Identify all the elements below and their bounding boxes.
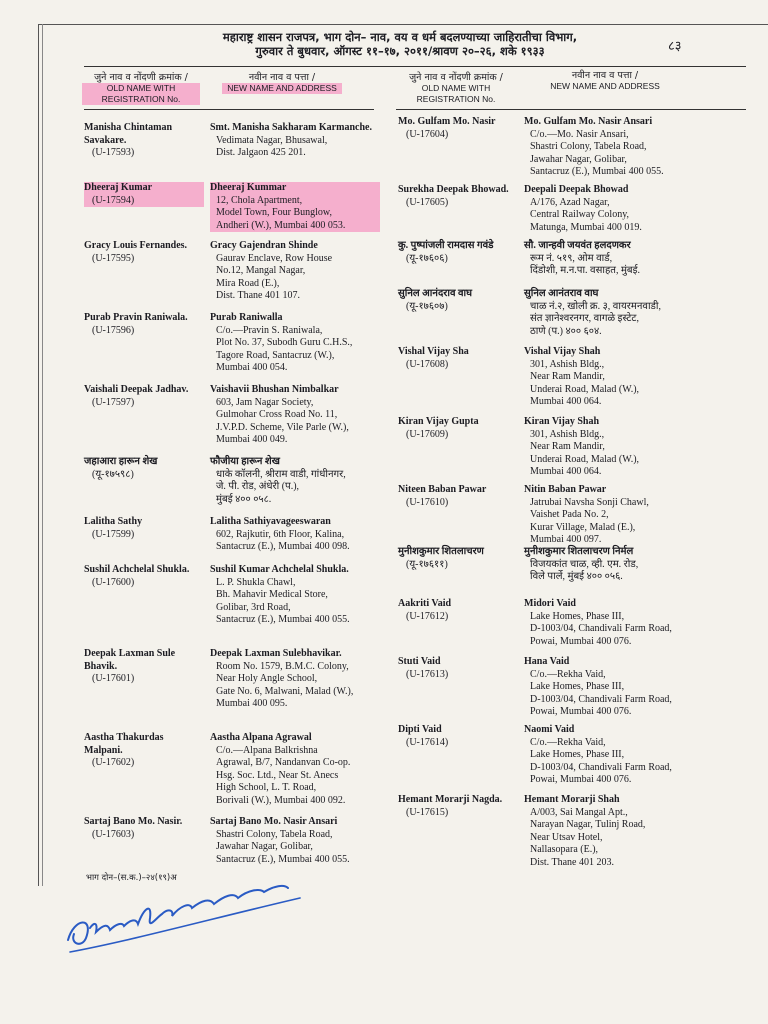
old-name-entry [84,240,204,265]
new-name: Kiran Vijay Shah [524,416,600,427]
address-line: Mumbai 400 064. [530,396,602,408]
registration-number: (यू-१७५९८) [92,468,134,480]
new-name-entry [210,732,380,808]
address-line: Lake Homes, Phase III, [530,681,625,693]
old-name-entry [84,648,204,686]
address-line: Kurar Village, Malad (E.), [530,521,636,533]
old-name: Gracy Louis Fernandes. [84,240,188,251]
old-name-entry [398,116,518,141]
address-line: Mumbai 400 054. [216,362,288,374]
new-name: Deepak Laxman Sulebhavikar. [210,648,342,659]
new-name-entry [210,456,380,506]
old-name: Manisha Chintaman Savakare. [84,122,173,146]
address-line: Dist. Thane 401 203. [530,856,614,868]
old-name-entry [398,240,518,265]
old-name: कु. पुष्पांजली रामदास गवंडे [398,240,494,251]
address-line: Gulmohar Cross Road No. 11, [216,409,338,421]
new-name-entry [524,656,704,719]
address-line: Near Holy Angle School, [216,673,318,685]
address-line: Mumbai 400 097. [530,534,602,546]
registration-number: (U-17612) [406,610,449,622]
address-line: Model Town, Four Bunglow, [210,207,380,220]
old-name-entry [398,484,518,509]
new-name-entry [524,184,704,234]
old-name: Dipti Vaid [398,724,442,735]
new-name-entry [524,288,704,338]
new-name-entry [524,794,704,870]
address-line: Jatrubai Navsha Sonji Chawl, [530,496,649,508]
registration-number: (U-17597) [92,396,135,408]
address-line: Central Railway Colony, [530,209,630,221]
new-name: Vaishavii Bhushan Nimbalkar [210,384,339,395]
address-line: Borivali (W.), Mumbai 400 092. [216,794,346,806]
old-name: सुनिल आनंदराव वाघ [398,288,473,299]
address-line: D-1003/04, Chandivali Farm Road, [530,623,672,635]
address-line: D-1003/04, Chandivali Farm Road, [530,693,672,705]
new-name: Mo. Gulfam Mo. Nasir Ansari [524,116,653,127]
address-line: Agrawal, B/7, Nandanvan Co-op. [216,757,351,769]
address-line: C/o.—Pravin S. Raniwala, [216,324,323,336]
address-line: Plot No. 37, Subodh Guru C.H.S., [216,337,353,349]
new-name: Nitin Baban Pawar [524,484,607,495]
address-line: Jawahar Nagar, Golibar, [216,841,313,853]
address-line: Hsg. Soc. Ltd., Near St. Anecs [216,769,339,781]
address-line: संत ज्ञानेश्वरनगर, वागळे इस्टेट, [530,313,639,325]
address-line: C/o.—Mo. Nasir Ansari, [530,128,629,140]
address-line: Santacruz (E.), Mumbai 400 055. [530,166,664,178]
new-name: Sartaj Bano Mo. Nasir Ansari [210,816,338,827]
old-name-entry [84,456,204,481]
old-name-entry [398,598,518,623]
old-name-entry [84,122,204,160]
new-name-entry [524,546,704,584]
old-name-entry [84,732,204,770]
old-name-entry [398,184,518,209]
registration-number: (U-17594) [84,195,204,208]
registration-number: (U-17596) [92,324,135,336]
old-name: Aakriti Vaid [398,598,452,609]
address-line: C/o.—Rekha Vaid, [530,668,606,680]
col-head-old-en: OLD NAME WITH REGISTRATION No. [82,83,200,105]
registration-number: (U-17605) [406,196,449,208]
address-line: A/003, Sai Mangal Apt., [530,806,628,818]
old-name: Deepak Laxman Sule Bhavik. [84,648,176,672]
address-line: Bh. Mahavir Medical Store, [216,589,328,601]
address-line: Mumbai 400 064. [530,466,602,478]
registration-number: (U-17613) [406,668,449,680]
address-line: L. P. Shukla Chawl, [216,576,296,588]
new-name-entry [210,564,380,627]
address-line: Lake Homes, Phase III, [530,749,625,761]
address-line: Matunga, Mumbai 400 019. [530,221,642,233]
registration-number: (U-17595) [92,252,135,264]
old-name-entry [84,516,204,541]
address-line: Underai Road, Malad (W.), [530,453,640,465]
registration-number: (U-17615) [406,806,449,818]
address-line: Santacruz (E.), Mumbai 400 055. [216,853,350,865]
address-line: 603, Jam Nagar Society, [216,396,314,408]
new-name-entry [524,116,704,179]
registration-number: (U-17599) [92,528,135,540]
old-name-entry [84,384,204,409]
address-line: Near Ram Mandir, [530,371,605,383]
header-line1: महाराष्ट्र शासन राजपत्र, भाग दोन– नाव, वय व धर्म बदलण्याच्या जाहिरातीचा विभाग, [222,30,578,44]
address-line: Powai, Mumbai 400 076. [530,774,632,786]
new-name: Aastha Alpana Agrawal [210,732,312,743]
address-line: No.12, Mangal Nagar, [216,265,306,277]
new-name: Naomi Vaid [524,724,575,735]
new-name-entry [524,724,704,787]
registration-number: (यू-१७६०६) [406,252,448,264]
address-line: Shastri Colony, Tabela Road, [530,141,647,153]
address-line: दिंडोशी, म.न.पा. वसाहत, मुंबई. [530,265,641,277]
registration-number: (U-17614) [406,736,449,748]
address-line: चाळ नं.२, खोली क्र. ३, वायरमनवाडी, [530,300,661,312]
page-number: ८३ [668,39,682,54]
new-name: Gracy Gajendran Shinde [210,240,318,251]
old-name: Aastha Thakurdas Malpani. [84,732,164,756]
address-line: Santacruz (E.), Mumbai 400 055. [216,614,350,626]
new-name-entry [210,122,380,160]
new-name-entry [210,516,380,554]
old-name: Purab Pravin Raniwala. [84,312,188,323]
page-border-top [38,24,768,25]
new-name-entry [210,816,380,866]
address-line: Jawahar Nagar, Golibar, [530,153,627,165]
registration-number: (U-17602) [92,757,135,769]
old-name: Kiran Vijay Gupta [398,416,479,427]
address-line: Mumbai 400 095. [216,698,288,710]
address-line: Room No. 1579, B.M.C. Colony, [216,660,349,672]
old-name: जहाआरा हारून शेख [84,456,158,467]
new-name-entry [524,240,704,278]
address-line: Powai, Mumbai 400 076. [530,706,632,718]
old-name: मुनीशकुमार शितलाचरण [398,546,484,557]
new-name: Hana Vaid [524,656,570,667]
address-line: Powai, Mumbai 400 076. [530,635,632,647]
old-name: Surekha Deepak Bhowad. [398,184,509,195]
address-line: Mira Road (E.), [216,277,280,289]
address-line: Lake Homes, Phase III, [530,610,625,622]
col-head-old-left: जुने नाव व नोंदणी क्रमांक / OLD NAME WITH REGISTRATION No. [82,72,200,105]
old-name: Vishal Vijay Sha [398,346,469,357]
registration-number: (U-17600) [92,576,135,588]
new-name: Purab Raniwalla [210,312,283,323]
address-line: Dist. Thane 401 107. [216,290,300,302]
old-name: Hemant Morarji Nagda. [398,794,503,805]
new-name-entry [210,312,380,375]
new-name: Vishal Vijay Shah [524,346,601,357]
footer-ref: भाग दोन–(स.क.)–२४(१९)अ [86,873,177,883]
old-name: Stuti Vaid [398,656,441,667]
new-name: सौ. जान्हवी जयवंत हलदणकर [524,240,631,251]
address-line: 602, Rajkutir, 6th Floor, Kalina, [216,528,345,540]
address-line: धाके कॉलनी, श्रीराम वाडी, गांधीनगर, [216,468,346,480]
address-line: विले पार्ले, मुंबई ४०० ०५६. [530,571,623,583]
old-name-entry [398,724,518,749]
old-name: Niteen Baban Pawar [398,484,487,495]
address-line: Vaishet Pada No. 2, [530,509,609,521]
address-line: जे. पी. रोड, अंधेरी (प.), [216,481,300,493]
address-line: Underai Road, Malad (W.), [530,383,640,395]
new-name-entry [210,648,380,711]
old-name: Lalitha Sathy [84,516,143,527]
new-name: मुनीशकुमार शितलाचरण निर्मल [524,546,634,557]
registration-number: (यू-१७६११) [406,558,448,570]
page-border-left-inner [42,24,43,886]
address-line: A/176, Azad Nagar, [530,196,610,208]
old-name-entry [84,182,204,207]
new-name: Hemant Morarji Shah [524,794,620,805]
address-line: D-1003/04, Chandivali Farm Road, [530,761,672,773]
old-name-entry [398,794,518,819]
new-name: सुनिल आनंतराव वाघ [524,288,599,299]
handwritten-signature [64,878,304,958]
new-name: Smt. Manisha Sakharam Karmanche. [210,122,372,133]
address-line: High School, L. T. Road, [216,782,317,794]
new-name-entry [524,346,704,409]
header-rule [84,66,746,67]
address-line: J.V.P.D. Scheme, Vile Parle (W.), [216,421,349,433]
address-line: Narayan Nagar, Tulinj Road, [530,819,646,831]
address-line: Nallasopara (E.), [530,844,599,856]
address-line: C/o.—Alpana Balkrishna [216,744,318,756]
header-line2: गुरुवार ते बुधवार, ऑगस्ट ११–१७, २०११/श्रावण २०–२६, शके १९३३ [255,44,545,58]
old-name-entry [398,656,518,681]
old-name: Sushil Achchelal Shukla. [84,564,190,575]
new-name-entry [210,182,380,232]
old-name: Vaishali Deepak Jadhav. [84,384,189,395]
address-line: Golibar, 3rd Road, [216,601,291,613]
old-name-entry [398,546,518,571]
col-head-old-right: जुने नाव व नोंदणी क्रमांक / OLD NAME WITH REGISTRATION No. [409,72,503,104]
page-border-left [38,24,39,886]
registration-number: (U-17601) [92,673,135,685]
address-line: Gate No. 6, Malwani, Malad (W.), [216,685,354,697]
new-name-entry [524,416,704,479]
new-name: Sushil Kumar Achchelal Shukla. [210,564,349,575]
old-name: Sartaj Bano Mo. Nasir. [84,816,183,827]
registration-number: (U-17604) [406,128,449,140]
address-line: Gaurav Enclave, Row House [216,252,333,264]
address-line: Near Ram Mandir, [530,441,605,453]
gazette-header [140,30,660,58]
address-line: रूम नं. ५१९, ओम वार्ड, [530,252,613,264]
address-line: ठाणे (प.) ४०० ६०४. [530,325,602,337]
col-head-new-right: नवीन नाव व पत्ता / NEW NAME AND ADDRESS [550,70,660,91]
old-name: Mo. Gulfam Mo. Nasir [398,116,496,127]
address-line: Tagore Road, Santacruz (W.), [216,349,335,361]
old-name-entry [84,816,204,841]
address-line: 301, Ashish Bldg., [530,358,605,370]
address-line: विजयकांत चाळ, व्ही. एम. रोड, [530,558,639,570]
old-name-entry [84,312,204,337]
col-head-new-en: NEW NAME AND ADDRESS [222,83,342,94]
old-name-entry [398,416,518,441]
address-line: 12, Chola Apartment, [210,195,380,208]
new-name-entry [210,240,380,303]
new-name-entry [524,484,704,547]
new-name: फौजीया हारून शेख [210,456,280,467]
address-line: Vedimata Nagar, Bhusawal, [216,134,328,146]
address-line: Mumbai 400 049. [216,434,288,446]
address-line: Shastri Colony, Tabela Road, [216,828,333,840]
address-line: Andheri (W.), Mumbai 400 053. [210,220,380,233]
new-name: Deepali Deepak Bhowad [524,184,629,195]
old-name-entry [84,564,204,589]
old-name-entry [398,346,518,371]
address-line: Near Utsav Hotel, [530,831,603,843]
old-name-entry [398,288,518,313]
registration-number: (U-17610) [406,496,449,508]
col-rule-right [396,109,746,110]
registration-number: (U-17603) [92,828,135,840]
registration-number: (U-17608) [406,358,449,370]
new-name-entry [524,598,704,648]
address-line: 301, Ashish Bldg., [530,428,605,440]
old-name: Dheeraj Kumar [84,182,204,195]
registration-number: (U-17609) [406,428,449,440]
col-rule-left [84,109,374,110]
registration-number: (यू-१७६०७) [406,300,448,312]
col-head-new-left: नवीन नाव व पत्ता / NEW NAME AND ADDRESS [222,72,342,94]
address-line: C/o.—Rekha Vaid, [530,736,606,748]
address-line: मुंबई ४०० ०५८. [216,493,272,505]
registration-number: (U-17593) [92,147,135,159]
address-line: Santacruz (E.), Mumbai 400 098. [216,541,350,553]
new-name: Midori Vaid [524,598,576,609]
address-line: Dist. Jalgaon 425 201. [216,147,306,159]
new-name: Lalitha Sathiyavageeswaran [210,516,331,527]
new-name: Dheeraj Kummar [210,182,380,195]
new-name-entry [210,384,380,447]
